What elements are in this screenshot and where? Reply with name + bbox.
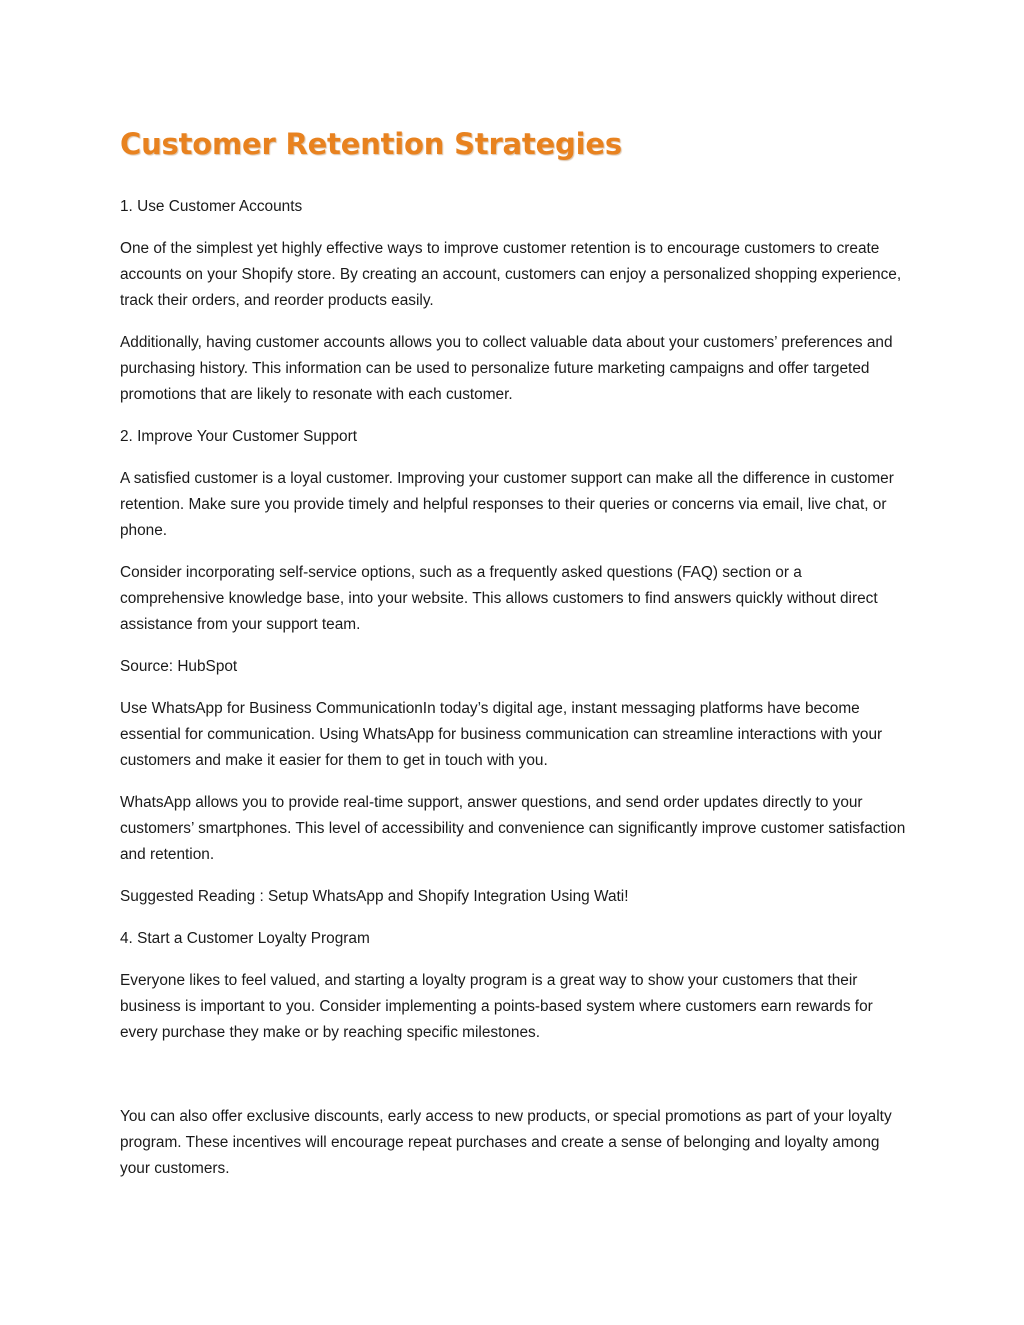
paragraph-self-service: Consider incorporating self-service options, such as a frequently asked questions (FAQ) section or a comprehensive knowledge base, into your website. This allows customers to find answers quickly without direct assistance from your support team. — [120, 564, 878, 633]
heading-loyalty-program: 4. Start a Customer Loyalty Program — [120, 930, 370, 947]
paragraph-whatsapp-support: WhatsApp allows you to provide real-time support, answer questions, and send order updates directly to your customers’ smartphones. This level of accessibility and convenience can significantly improve customer satisfaction and retention. — [120, 794, 906, 863]
heading-improve-support: 2. Improve Your Customer Support — [120, 428, 357, 445]
suggested-reading: Suggested Reading : Setup WhatsApp and Shopify Integration Using Wati! — [120, 888, 629, 905]
paragraph-loyalty-intro: Everyone likes to feel valued, and starting a loyalty program is a great way to show your customers that their business is important to you. Consider implementing a points-based system where customers earn rewards for every purchase they make or by reaching specific milestones. — [120, 972, 873, 1041]
paragraph-accounts-intro: One of the simplest yet highly effective ways to improve customer retention is to encourage customers to create accounts on your Shopify store. By creating an account, customers can enjoy a personalized shopping experience, track their orders, and reorder products easily. — [120, 240, 902, 309]
paragraph-support-intro: A satisfied customer is a loyal customer. Improving your customer support can make all the difference in customer retention. Make sure you provide timely and helpful responses to their queries or concerns via email, live chat, or phone. — [120, 470, 894, 539]
paragraph-accounts-data: Additionally, having customer accounts allows you to collect valuable data about your customers’ preferences and purchasing history. This information can be used to personalize future marketing campaigns and offer targeted promotions that are likely to resonate with each customer. — [120, 334, 893, 403]
document-content — [120, 122, 910, 1198]
heading-use-customer-accounts: 1. Use Customer Accounts — [120, 198, 303, 215]
source-note: Source: HubSpot — [120, 658, 238, 675]
paragraph-whatsapp-intro: Use WhatsApp for Business CommunicationIn today’s digital age, instant messaging platforms have become essential for communication. Using WhatsApp for business communication can streamline interactions with your customers and make it easier for them to get in touch with you. — [120, 700, 883, 769]
empty-paragraph — [120, 1062, 910, 1088]
paragraph-loyalty-incentives: You can also offer exclusive discounts, early access to new products, or special promotions as part of your loyalty program. These incentives will encourage repeat purchases and create a sense of belonging and loyalty among your customers. — [120, 1108, 892, 1177]
document-title: Customer Retention Strategies — [120, 127, 622, 161]
